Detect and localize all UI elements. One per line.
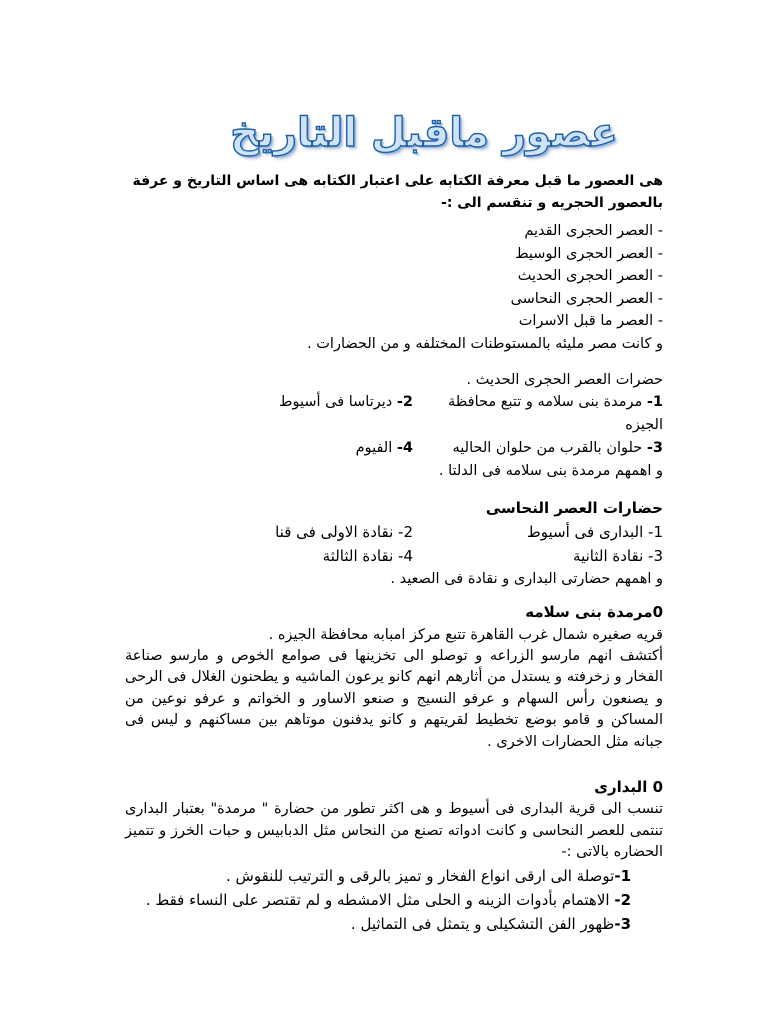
- list-item: مرمدة بنى سلامه و تتبع محافظة الجيزه: [447, 393, 663, 433]
- chalcolithic-row: [125, 544, 663, 568]
- egypt-line: و كانت مصر مليئه بالمستوطنات المختلفه و من الحضارات .: [307, 335, 663, 352]
- chalcolithic-note: و اهمهم حضارتى البدارى و نقادة فى الصعيد .: [390, 570, 663, 587]
- list-item: ديرتاسا فى أسيوط: [279, 393, 393, 410]
- merimde-paragraph-1: قريه صغيره شمال غرب القاهرة تتبع مركز امبابه محافظة الجيزه .: [268, 626, 663, 643]
- list-item: 3-ظهور الفن التشكيلى و يتمثل فى التماثيل .: [350, 914, 631, 933]
- intro-paragraph: هى العصور ما قبل معرفة الكتابه على اعتبار الكتابه هى اساس التاريخ و عرفة بالعصور الحجريه و تنقسم الى :-: [132, 173, 663, 211]
- eras-list: [125, 220, 663, 333]
- item-number: 1-: [614, 866, 631, 885]
- merimde-heading: 0مرمدة بنى سلامه: [525, 602, 663, 621]
- neolithic-note: و اهمهم مرمدة بنى سلامه فى الدلتا .: [438, 462, 663, 479]
- neolithic-heading: حضرات العصر الحجرى الحديث .: [466, 371, 663, 388]
- list-item: 1-توصلة الى ارقى انواع الفخار و تميز بالرقى و الترتيب للنقوش .: [226, 866, 631, 885]
- list-item: 1- البدارى فى أسيوط: [526, 522, 663, 541]
- page-title: عصور ماقبل التاريخ: [230, 110, 618, 156]
- item-number: 3-: [646, 439, 663, 456]
- neolithic-row: [125, 391, 663, 437]
- list-item: - العصر الحجرى القديم: [524, 223, 663, 239]
- list-item: - العصر الحجرى الوسيط: [515, 245, 663, 262]
- list-item: حلوان بالقرب من حلوان الحاليه: [452, 439, 643, 456]
- item-number: 3-: [614, 914, 631, 933]
- badari-paragraph: تنسب الى قرية البدارى فى أسيوط و هى اكثر تطور من حضارة " مرمدة" بعتبار البدارى تنتمى للعصر النحاسى و كانت ادواته تصنع من النحاس مثل الدبابيس و حبات الخرز و تتميز الحضاره بالاتى :-: [125, 801, 663, 860]
- chalcolithic-heading: حضارات العصر النحاسى: [485, 498, 663, 517]
- item-number: 2-: [396, 393, 413, 410]
- list-item: 3- نقادة الثانية: [573, 546, 663, 565]
- list-item: 4- نقادة الثالثة: [322, 546, 413, 565]
- list-item: 2- نقادة الاولى فى قنا: [275, 522, 413, 541]
- list-item: 2- الاهتمام بأدوات الزينه و الحلى مثل الامشطه و لم تقتصر على النساء فقط .: [145, 890, 631, 909]
- item-number: 2-: [614, 890, 631, 909]
- item-number: 4-: [396, 439, 413, 456]
- badari-heading: 0 البدارى: [594, 778, 663, 796]
- chalcolithic-row: [125, 520, 663, 544]
- badari-features-list: [125, 864, 663, 936]
- list-item: - العصر الحجرى النحاسى: [510, 290, 663, 307]
- item-number: 1-: [646, 393, 663, 410]
- list-item: - العصر الحجرى الحديث: [517, 268, 663, 284]
- merimde-paragraph-2: أكتشف انهم مارسو الزراعه و توصلو الى تخزينها فى صوامع الخوص و مارسو صناعة الفخار و زخرفته و يستدل من أثارهم انهم كانو يرعون الماشيه و يطحنون الغلال فى الرحى و يصنعون رأس السهام و عرفو النسيج و صنعو الاساور و الخواتم و عرفو نوعين من المساكن و قامو بوضع تخطيط لقريتهم و كانو يدفنون موتاهم بين مساكنهم و ليس فى جبانه مثل الحضارات الاخرى .: [125, 647, 663, 750]
- list-item: الفيوم: [355, 439, 393, 456]
- list-item: - العصر ما قبل الاسرات: [518, 313, 663, 329]
- neolithic-row: [125, 437, 663, 460]
